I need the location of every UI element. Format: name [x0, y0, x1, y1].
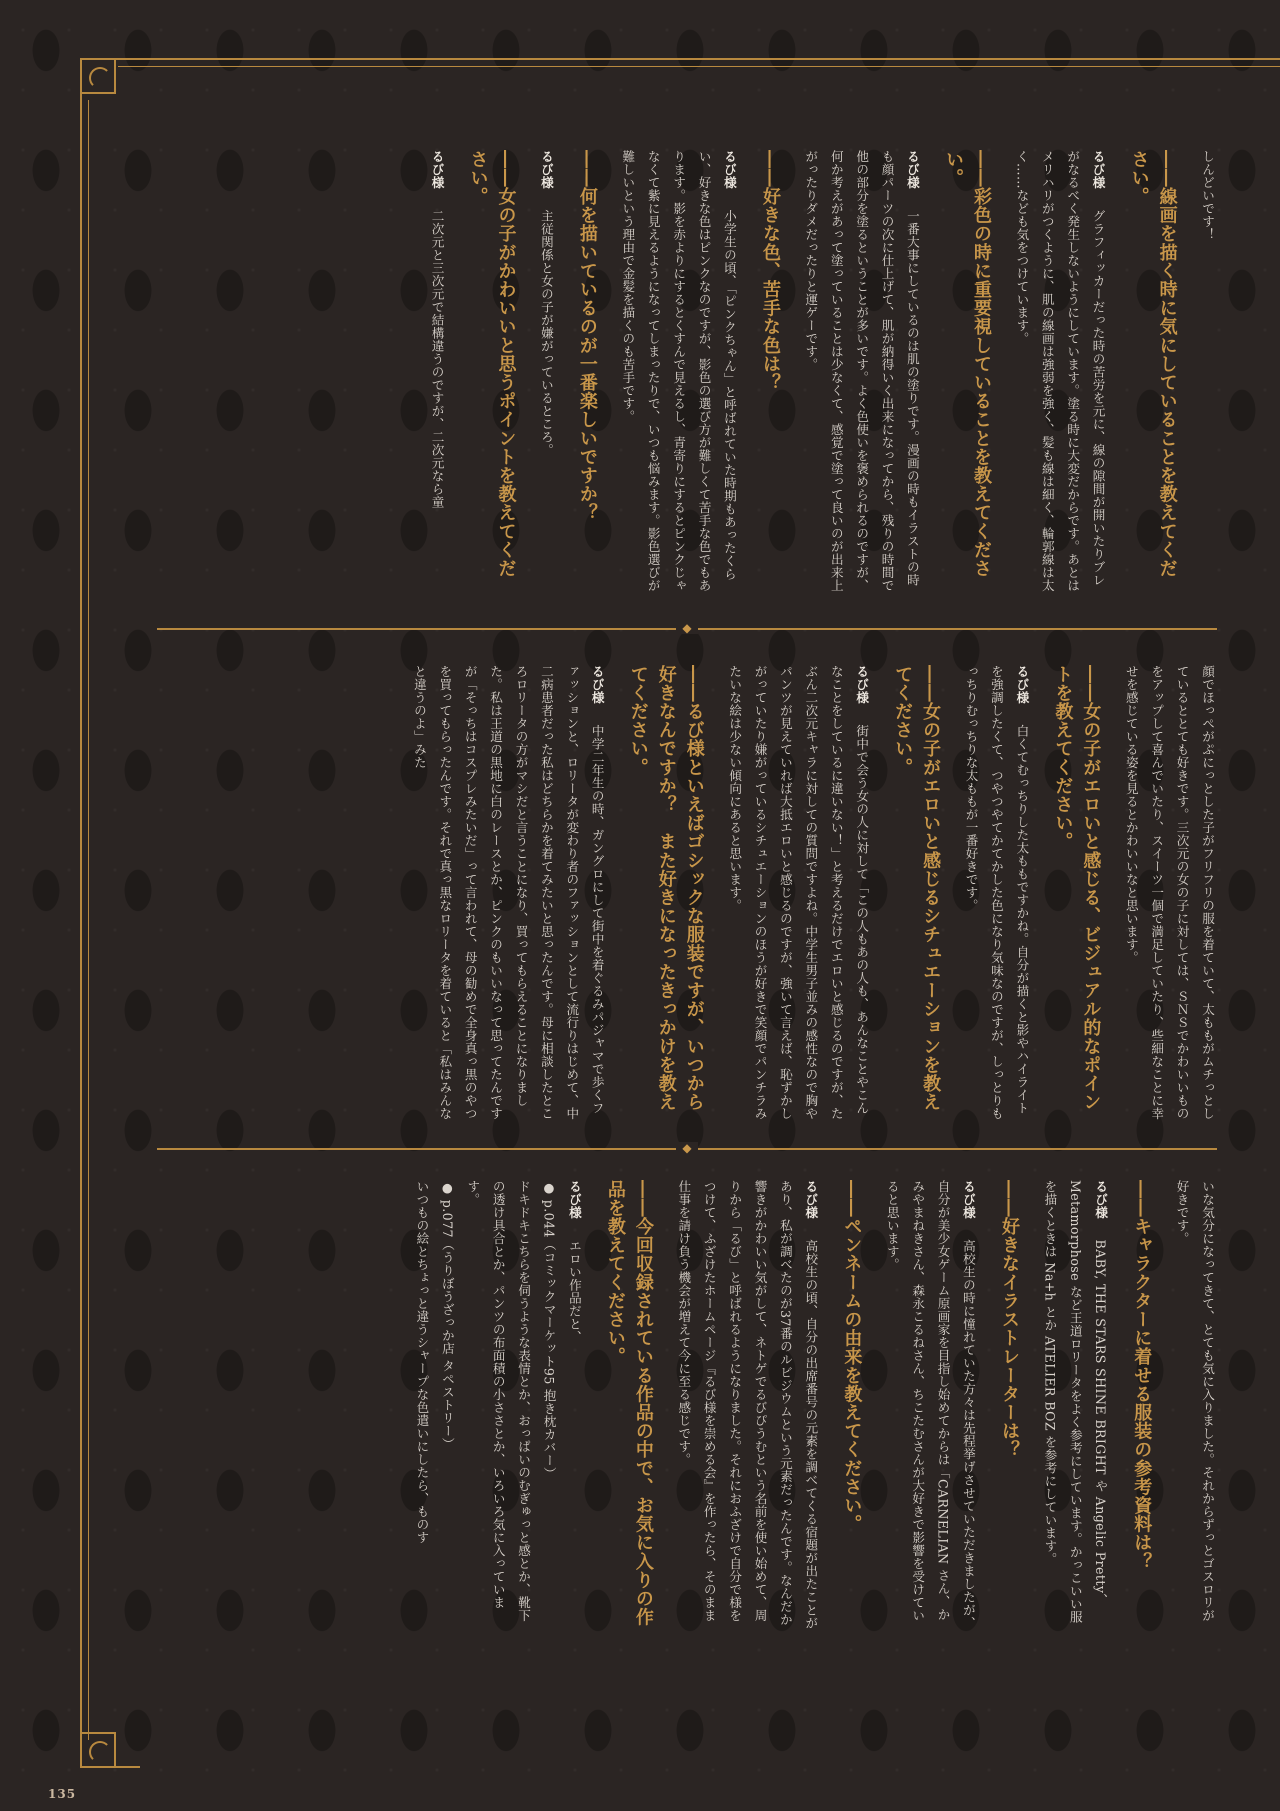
- answer-paragraph: [1118, 665, 1220, 1120]
- question-heading: ――キャラクターに着せる服装の参考資料は？: [1131, 1180, 1153, 1571]
- speaker-label: るび様: [429, 150, 445, 189]
- answer-text: 街中で会う女の人に対して「この人もあの人も、あんなことやこんなことをしているに違いない！」と考えるだけでエロいと感じるのですが、たぶん二次元キャラに対しての質問ですよね。中学生男子並みの感性なので胸やパンツが見えていれば大抵エロいと感じるのですが、強いて言えば、恥ずかしがっていたり嫌がっているシチュエーションのほうが好きで笑顔でパンチラみたいな絵は少ない傾向にあると思います。: [727, 665, 870, 1120]
- frame-top-inner-line: [118, 66, 1280, 67]
- question-heading: ――るび様といえばゴシックな服装ですが、いつから好きなんですか？ また好きになったきっかけを教えてください。: [627, 665, 705, 1112]
- question-heading: ――好きなイラストレーターは？: [998, 1180, 1020, 1459]
- speaker-label: るび様: [589, 665, 605, 704]
- answer-paragraph: [722, 665, 874, 1120]
- speaker-label: るび様: [1093, 1180, 1109, 1219]
- answer-text: 主従関係と女の子が嫌がっているところ。: [538, 209, 554, 457]
- section-divider: ◆: [157, 1144, 1217, 1154]
- interview-section-1: [170, 150, 1220, 595]
- answer-text: BABY, THE STARS SHINE BRIGHT や Angelic Pretty、Metamorphose など王道ロリータをよく参考にしています。かっこいい服を描くときは Na+h とか ATELIER BOZ を参考にしています。: [1042, 1180, 1109, 1624]
- answer-paragraph: [460, 1180, 536, 1630]
- answer-paragraph: [1037, 1180, 1113, 1630]
- interview-section-3: [170, 1180, 1220, 1630]
- speaker-label: るび様: [803, 1180, 819, 1219]
- question-heading: ――好きな色、苦手な色は？: [759, 150, 781, 392]
- answer-paragraph: [434, 1180, 459, 1630]
- answer-text: 顔でほっぺがぷにっとした子がフリフリの服を着ていて、太ももがムチっとしているととても好きです。三次元の女の子に対しては、ＳＮＳでかわいいものをアップして喜んでいたり、スイーツ一個で満足していたり、些細なことに幸せを感じている姿を見るとかわいいなと思います。: [1123, 665, 1215, 1120]
- answer-paragraph: [671, 1180, 823, 1630]
- question-heading: ――女の子がかわいいと思うポイントを教えてください。: [467, 150, 517, 578]
- answer-text: 小学生の頃、「ピンクちゃん」と呼ばれていた時期もあったくらい、好きな色はピンクなのですが、影色の選び方が難しくて苦手な色でもあります。影を赤よりにするとくすんで見えるし、青寄りにするとピンクじゃなくて紫に見えるようになってしまったりで、いつも悩みます。影色選びが難しいという理由で金髪を描くのも苦手です。: [620, 150, 737, 592]
- frame-top-left-ornament: [80, 58, 116, 94]
- answer-text: エロい作品だと、: [566, 1239, 582, 1344]
- answer-text: 白くてむっちりした太ももですかね。自分が描くと影やハイライトを強調したくて、つやつやてかてかした色になり気味なのですが、しっとりもっちりむっちりな太ももが一番好きです。: [963, 665, 1030, 1120]
- frame-left-inner-line: [88, 100, 89, 1740]
- question-heading: ――今回収録されている作品の中で、お気に入りの作品を教えてください。: [604, 1180, 654, 1627]
- interview-section-2: [170, 665, 1220, 1120]
- answer-text: しんどいです！: [1200, 150, 1215, 241]
- speaker-label: るび様: [538, 150, 554, 189]
- answer-text: ● p.077（うりぼうざっか店 タペストリー）: [439, 1180, 455, 1451]
- answer-paragraph: [406, 665, 609, 1120]
- answer-paragraph: [798, 150, 925, 595]
- answer-text: 一番大事にしているのは肌の塗りです。漫画の時もイラストの時も顔パーツの次に仕上げて、肌が納得いく出来になってから、残りの時間で他の部分を塗るということが多いです。よく色使いを褒められるのですが、何か考えがあって塗っていることは少なくて、感覚で塗って良いのが出来上がったりダメだったりと運ゲーです。: [803, 150, 920, 592]
- speaker-label: るび様: [854, 665, 870, 704]
- question-heading: ――何を描いているのが一番楽しいですか？: [576, 150, 598, 522]
- speaker-label: るび様: [721, 150, 737, 189]
- answer-text: ドキドキこちらを伺うような表情とか、おっぱいのむぎゅっと感とか、靴下の透け具合とか、パンツの布面積の小ささとか、いろいろ気に入っています。: [465, 1180, 532, 1622]
- answer-text: 高校生の頃、自分の出席番号の元素を調べてくる宿題が出たことがあり、私が調べたのが37番のルビジウムという元素だったんです。なんだか響きがかわいい気がして、ネトゲでるびぴうむという名前を使い始めて、周りから「るび」と呼ばれるようになりました。それにおふざけで自分で様をつけて、ふざけたホームページ『るび様を崇める会』を作ったら、そのまま仕事を請け負う機会が増えて今に至る感じです。: [676, 1180, 819, 1630]
- answer-paragraph: [534, 150, 559, 595]
- answer-paragraph: [536, 1180, 561, 1630]
- answer-paragraph: [1169, 1180, 1220, 1630]
- answer-paragraph: [958, 665, 1034, 1120]
- answer-text: ● p.044（コミックマーケット95 抱き枕カバー）: [541, 1180, 557, 1481]
- answer-paragraph: [879, 1180, 981, 1630]
- question-heading: ――線画を描く時に気にしていることを教えてください。: [1128, 150, 1178, 578]
- speaker-label: るび様: [1090, 150, 1106, 189]
- answer-text: グラフィッカーだった時の苦労を元に、線の隙間が開いたりブレがなるべく発生しないようにしています。塗る時に大変だからです。あとはメリハリがつくように、肌の線画は強弱を強く、髪も線は細く、輪郭線は太く……なども気をつけています。: [1014, 150, 1106, 592]
- speaker-label: るび様: [960, 1180, 976, 1219]
- speaker-label: るび様: [566, 1180, 582, 1219]
- question-heading: ――女の子がエロいと感じるシチュエーションを教えてください。: [892, 665, 942, 1112]
- answer-paragraph: [1009, 150, 1111, 595]
- frame-bottom-left-ornament: [80, 1732, 116, 1768]
- answer-paragraph: [424, 150, 449, 595]
- answer-paragraph: [409, 1180, 434, 1630]
- page-number: 135: [48, 1787, 77, 1801]
- frame-top-line: [80, 58, 1280, 60]
- answer-text: 中学二年生の時、ガングロにして街中を着ぐるみパジャマで歩くファッションと、ロリータが変わり者のファッションとして流行りはじめて、中二病患者だった私はどちらかを着てみたいと思ったんです。母に相談したところロリータの方がマシだと言うことになり、買ってもらえることになりました。私は王道の黒地に白のレースとか、ピンクのもいいなって思ってたんですが「そっちはコスプレみたいだ」って言われて、母の勧めで全身真っ黒のやつを買ってもらったんです。それで真っ黒なロリータを着ていると「私はみんなと違うのよ」みた: [411, 665, 605, 1120]
- answer-paragraph: [562, 1180, 587, 1630]
- question-heading: ――ペンネームの由来を教えてください。: [841, 1180, 863, 1534]
- speaker-label: るび様: [904, 150, 920, 189]
- answer-text: 二次元と三次元で結構違うのですが、二次元なら童: [429, 209, 445, 509]
- answer-text: いな気分になってきて、とても気に入りました。それからずっとゴスロリが好きです。: [1174, 1180, 1215, 1622]
- answer-paragraph: [615, 150, 742, 595]
- answer-text: 高校生の時に憧れていた方々は先程挙げさせていただきましたが、自分が美少女ゲーム原画家を目指し始めてからは「CARNELIAN さん、かみやまねきさん、森永こるねさん、ちこたむさんが大好きで影響を受けていると思います。: [884, 1180, 976, 1630]
- question-heading: ――女の子がエロいと感じる、ビジュアル的なポイントを教えてください。: [1052, 665, 1102, 1112]
- answer-text: いつもの絵とちょっと違うシャープな色遣いにしたら、ものす: [414, 1180, 430, 1544]
- answer-paragraph: [1195, 150, 1220, 595]
- frame-left-line: [80, 58, 82, 1768]
- question-heading: ――彩色の時に重要視していることを教えてください。: [942, 150, 992, 578]
- speaker-label: るび様: [1014, 665, 1030, 704]
- section-divider: ◆: [157, 624, 1217, 634]
